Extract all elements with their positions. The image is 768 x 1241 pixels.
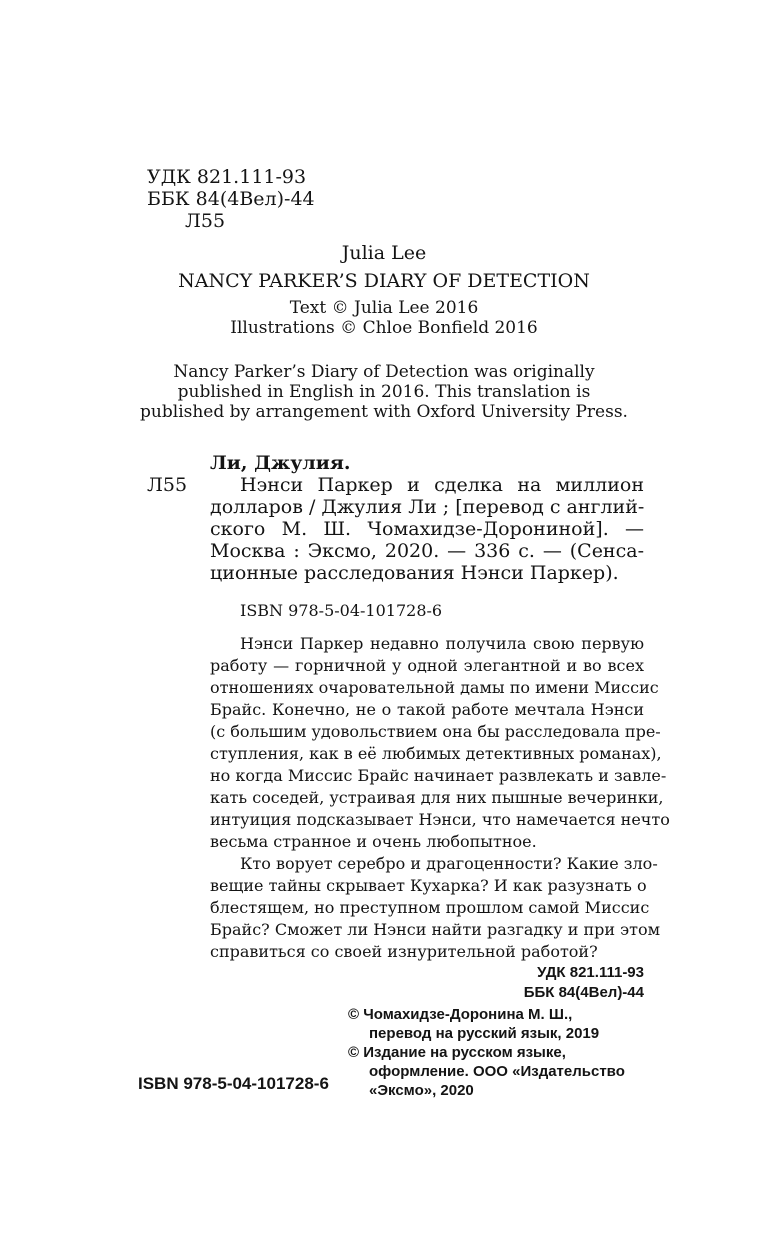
catalog-mark: Л55 [147, 474, 188, 496]
annotation-line: Кто ворует серебро и драгоценности? Какие зло- [240, 854, 658, 873]
copyright-line: «Эксмо», 2020 [369, 1082, 474, 1099]
text-copyright: Text © Julia Lee 2016 [289, 298, 479, 318]
catalog-heading: Ли, Джулия. [210, 452, 351, 474]
catalog-line: Нэнси Паркер и сделка на миллион [240, 474, 644, 496]
isbn-bottom: ISBN 978-5-04-101728-6 [138, 1074, 329, 1093]
annotation-udk: УДК 821.111-93 [537, 964, 644, 981]
annotation-line: интуиция подсказывает Нэнси, что намечается нечто [210, 810, 670, 829]
annotation-line: Брайс. Конечно, не о такой работе мечтала Нэнси [210, 700, 644, 719]
illustrations-copyright: Illustrations © Chloe Bonfield 2016 [230, 318, 538, 338]
annotation-line: кать соседей, устраивая для них пышные вечеринки, [210, 788, 664, 807]
annotation-line: Нэнси Паркер недавно получила свою первую [240, 634, 644, 653]
annotation-line: ступления, как в её любимых детективных романах), [210, 744, 662, 763]
catalog-line: долларов / Джулия Ли ; [перевод с англий- [210, 496, 645, 518]
catalog-line: ционные расследования Нэнси Паркер). [210, 562, 619, 584]
catalog-line: Москва : Эксмо, 2020. — 336 с. — (Сенса- [210, 540, 644, 562]
notice-line: published in English in 2016. This translation is [177, 382, 591, 402]
annotation-line: (с большим удовольствием она бы расследовала пре- [210, 722, 661, 741]
catalog-line: ского М. Ш. Чомахидзе-Дорониной]. — [210, 518, 644, 540]
annotation-bbk: ББК 84(4Вел)-44 [523, 984, 644, 1001]
annotation-line: Брайс? Сможет ли Нэнси найти разгадку и при этом [210, 920, 661, 939]
copyright-line: оформление. ООО «Издательство [369, 1063, 625, 1080]
annotation-line: справиться со своей изнурительной работой? [210, 942, 598, 961]
annotation-line: работу — горничной у одной элегантной и во всех [210, 656, 644, 675]
annotation-line: отношениях очаровательной дамы по имени Миссис [210, 678, 659, 697]
annotation-line: но когда Миссис Брайс начинает развлекать и завле- [210, 766, 667, 785]
annotation-line: вещие тайны скрывает Кухарка? И как разузнать о [210, 876, 647, 895]
original-author: Julia Lee [341, 242, 427, 264]
bbk-code: ББК 84(4Вел)-44 [147, 188, 315, 210]
annotation-line: блестящем, но преступном прошлом самой Миссис [210, 898, 650, 917]
author-mark: Л55 [185, 210, 226, 232]
udk-code: УДК 821.111-93 [147, 166, 307, 188]
notice-line: Nancy Parker’s Diary of Detection was originally [173, 362, 595, 382]
copyright-line: © Чомахидзе-Доронина М. Ш., [348, 1006, 573, 1023]
original-title: NANCY PARKER’S DIARY OF DETECTION [178, 270, 590, 292]
notice-line: published by arrangement with Oxford University Press. [140, 402, 628, 422]
annotation-line: весьма странное и очень любопытное. [210, 832, 537, 851]
catalog-isbn: ISBN 978-5-04-101728-6 [240, 601, 443, 620]
copyright-line: перевод на русский язык, 2019 [369, 1025, 600, 1042]
copyright-line: © Издание на русском языке, [348, 1044, 566, 1061]
